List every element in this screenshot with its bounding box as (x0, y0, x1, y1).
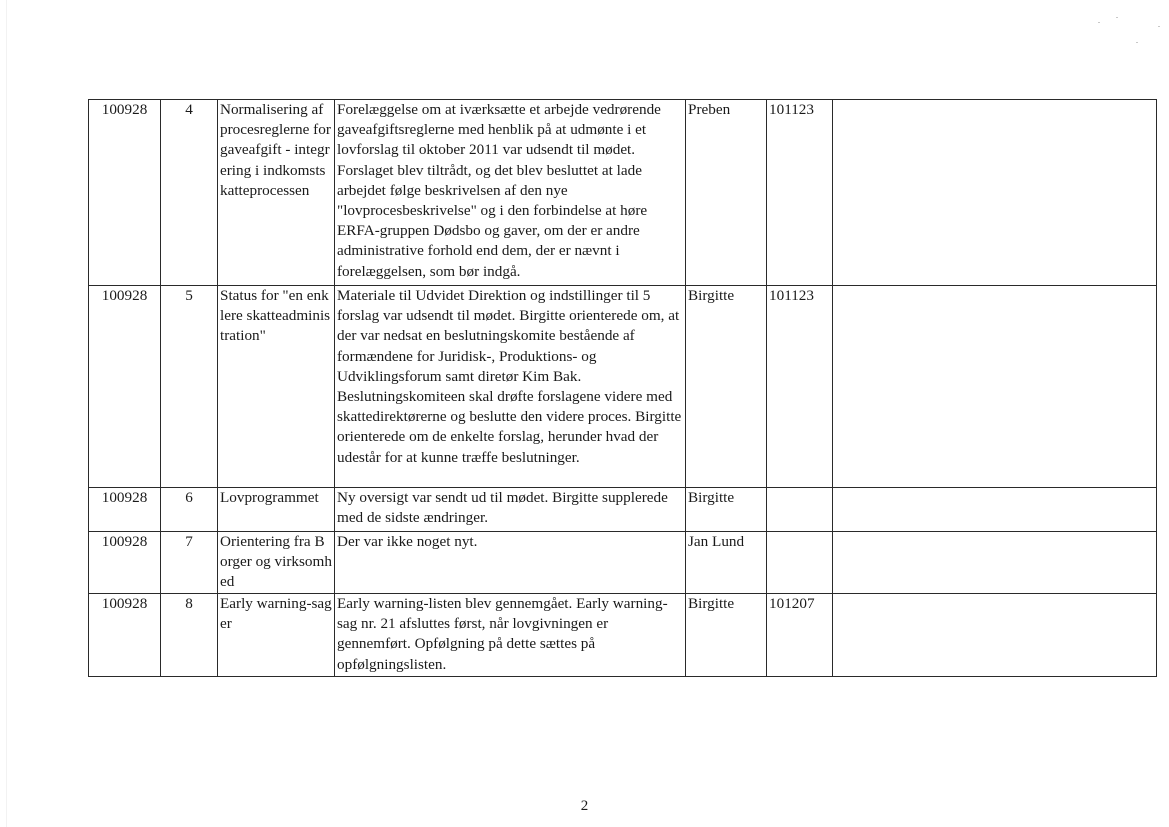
scan-speck (1136, 42, 1138, 43)
item-number-cell: 7 (161, 532, 218, 594)
note-cell (833, 488, 1157, 532)
table-row (89, 532, 1157, 594)
responsible-cell: Birgitte (686, 488, 767, 532)
page-number: 2 (580, 798, 589, 814)
topic-cell: Early warning-sager (218, 594, 335, 677)
deadline-cell: 101207 (767, 594, 833, 677)
deadline-cell (767, 488, 833, 532)
scan-speck (1098, 22, 1100, 23)
topic-cell: Orientering fra Borger og virksomhed (218, 532, 335, 594)
minutes-text-cell: Ny oversigt var sendt ud til mødet. Birgitte supplerede med de sidste ændringer. (335, 488, 686, 532)
item-number-cell: 4 (161, 100, 218, 286)
date-cell: 100928 (89, 100, 161, 286)
note-cell (833, 100, 1157, 286)
table-row (89, 488, 1157, 532)
responsible-cell: Preben (686, 100, 767, 286)
minutes-table (88, 99, 1157, 677)
minutes-text-cell: Forelæggelse om at iværksætte et arbejde vedrørende gaveafgiftsreglerne med henblik på at udmønte i et lovforslag til oktober 2011 var udsendt til mødet. Forslaget blev tiltrådt, og det blev besluttet at lade arbejdet følge beskrivelsen af den nye "lovprocesbeskrivelse" og i den forbindelse at høre ERFA-gruppen Dødsbo og gaver, om der er andre administrative forhold end dem, der er nævnt i forelæggelsen, som bør indgå. (335, 100, 686, 286)
scan-edge (6, 0, 7, 827)
responsible-cell: Birgitte (686, 594, 767, 677)
date-cell: 100928 (89, 594, 161, 677)
topic-cell: Normalisering af procesreglerne for gaveafgift - integrering i indkomstskatteprocessen (218, 100, 335, 286)
note-cell (833, 286, 1157, 488)
scan-speck (1116, 17, 1118, 18)
item-number-cell: 8 (161, 594, 218, 677)
deadline-cell: 101123 (767, 100, 833, 286)
scan-speck (1158, 26, 1160, 27)
responsible-cell: Birgitte (686, 286, 767, 488)
minutes-text-cell: Early warning-listen blev gennemgået. Early warning-sag nr. 21 afsluttes først, når lovgivningen er gennemført. Opfølgning på dette sættes på opfølgningslisten. (335, 594, 686, 677)
note-cell (833, 594, 1157, 677)
topic-cell: Status for "en enklere skatteadministration" (218, 286, 335, 488)
note-cell (833, 532, 1157, 594)
table-row (89, 286, 1157, 488)
responsible-cell: Jan Lund (686, 532, 767, 594)
topic-cell: Lovprogrammet (218, 488, 335, 532)
table-row (89, 594, 1157, 677)
minutes-text-cell: Materiale til Udvidet Direktion og indstillinger til 5 forslag var udsendt til mødet. Birgitte orienterede om, at der var nedsat en beslutningskomite bestående af formændene for Juridisk-, Produktions- og Udviklingsforum samt diretør Kim Bak. Beslutningskomiteen skal drøfte forslagene videre med skattedirektørerne og beslutte den videre proces. Birgitte orienterede om de enkelte forslag, herunder hvad der udestår for at kunne træffe beslutninger. (335, 286, 686, 488)
deadline-cell (767, 532, 833, 594)
date-cell: 100928 (89, 488, 161, 532)
date-cell: 100928 (89, 532, 161, 594)
deadline-cell: 101123 (767, 286, 833, 488)
item-number-cell: 6 (161, 488, 218, 532)
table-row (89, 100, 1157, 286)
date-cell: 100928 (89, 286, 161, 488)
minutes-text-cell: Der var ikke noget nyt. (335, 532, 686, 594)
item-number-cell: 5 (161, 286, 218, 488)
